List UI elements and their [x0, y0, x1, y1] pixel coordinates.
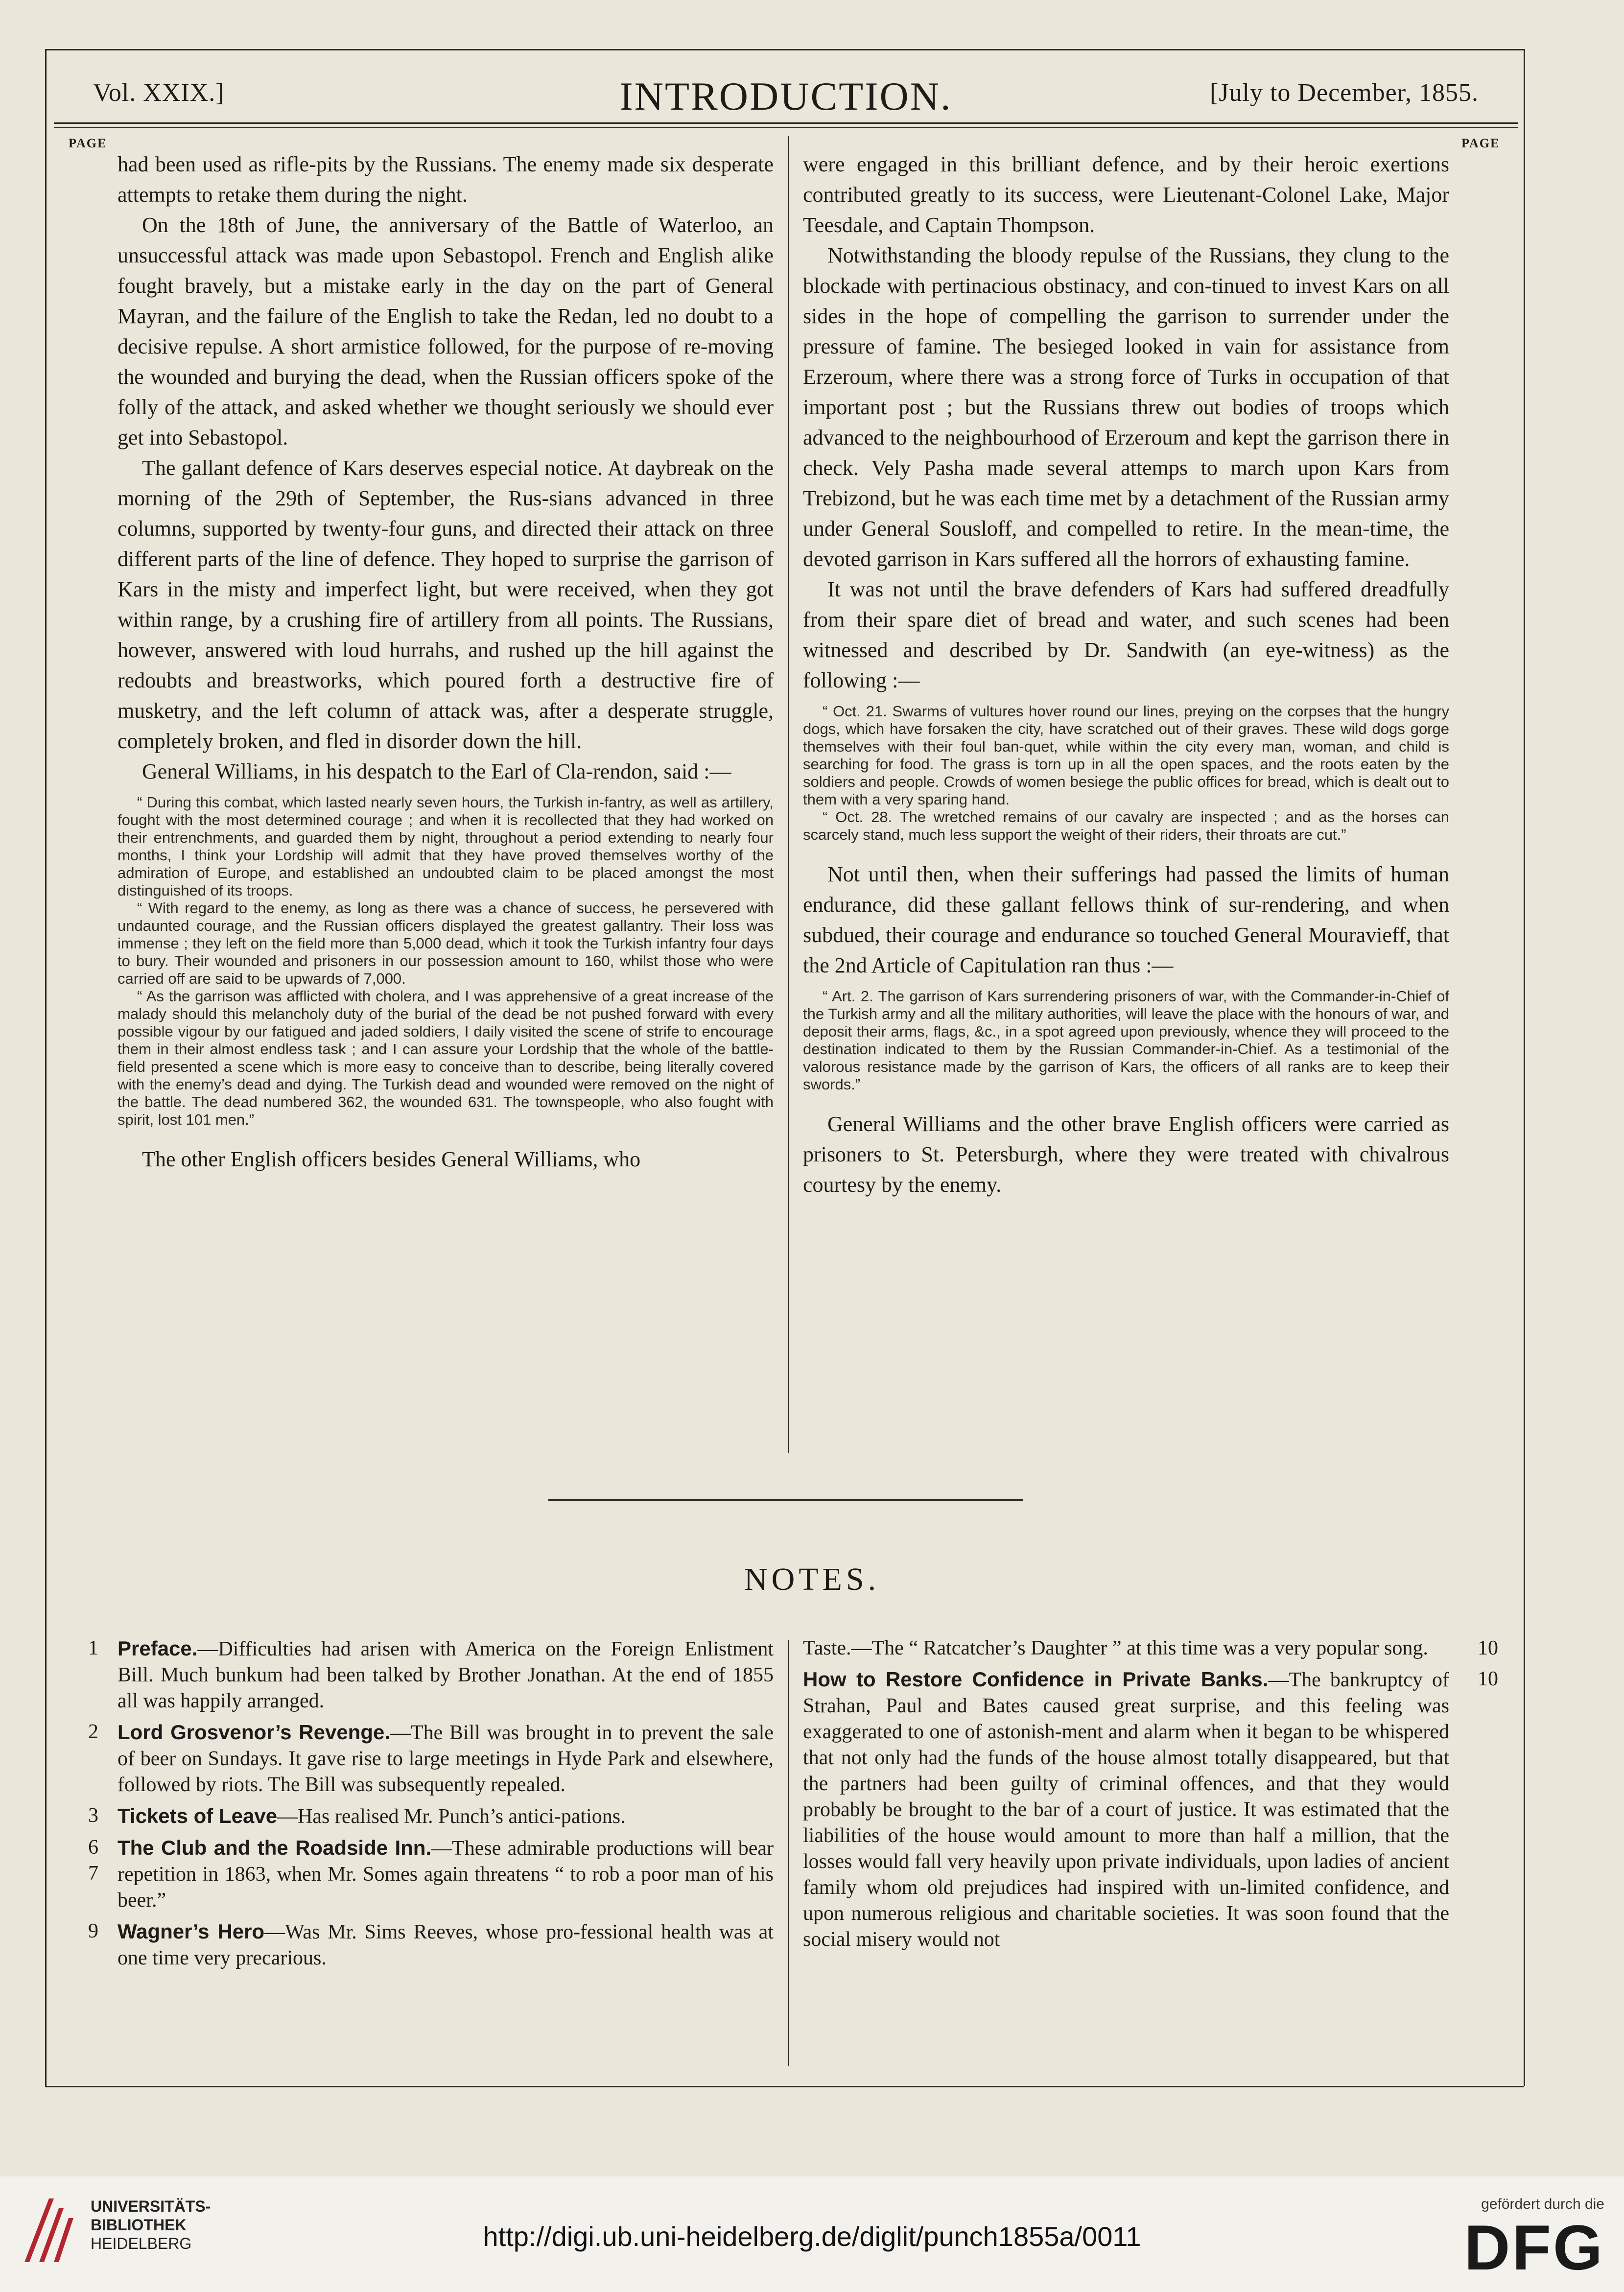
note-text: —These admirable productions will bear repetition in 1863, when Mr. Somes again threatens “ to rob a poor man of his beer.”	[118, 1837, 774, 1912]
page-title: INTRODUCTION.	[619, 74, 952, 118]
note-item	[88, 1918, 774, 1971]
note-text: —Was Mr. Sims Reeves, whose pro-fessional health was at one time very precarious.	[118, 1921, 774, 1969]
column-divider	[788, 136, 789, 1453]
paragraph: Not until then, when their sufferings had passed the limits of human endurance, did these gallant fellows think of sur-rendering, and when subdued, their courage and endurance so touched General Mouravieff, that the 2nd Article of Capitulation ran thus :—	[803, 862, 1449, 977]
digitization-footer	[0, 2176, 1624, 2292]
paragraph: were engaged in this brilliant defence, and by their heroic exertions contributed greatly to its success, were Lieutenant-Colonel Lake, Major Teesdale, and Captain Thompson.	[803, 152, 1449, 237]
quote-paragraph: “ As the garrison was afflicted with cholera, and I was apprehensive of a great increase of the malady should this melancholy duty of the burial of the dead be not pushed forward with every possible vigour by our fatigued and jaded soldiers, I daily visited the scene of strife to encourage them in their almost endless task ; and I can assure your Lordship that the whole of the battle-field presented a scene which is more easy to conceive than to describe, being literally covered with the enemy’s dead and dying. The Turkish dead and wounded were removed on the night of the battle. The dead numbered 362, the wounded 631. The townspeople, who also fought with spirit, lost 101 men.”	[118, 988, 774, 1128]
note-item	[88, 1635, 774, 1714]
left-column	[118, 149, 774, 1175]
note-item	[88, 1719, 774, 1798]
note-heading: Lord Grosvenor’s Revenge.	[118, 1721, 391, 1744]
paragraph: The gallant defence of Kars deserves especial notice. At daybreak on the morning of the 29th of September, the Rus-sians advanced in three columns, supported by twenty-four guns, and directed their attack on three different parts of the line of defence. They hoped to surprise the garrison of Kars in the misty and imperfect light, but were received, when they got within range, by a crushing fire of artillery from all points. The Russians, however, answered with loud hurrahs, and rushed up the hill against the redoubts and breastworks, which poured forth a destructive fire of musketry, and the left column of attack was, after a desperate struggle, completely broken, and fled in disorder down the hill.	[118, 456, 774, 753]
volume-label: Vol. XXIX.]	[93, 79, 225, 107]
paragraph: General Williams and the other brave English officers were carried as prisoners to St. Petersburgh, where they were treated with chivalrous courtesy by the enemy.	[803, 1112, 1449, 1197]
running-header	[93, 73, 1479, 118]
quote-paragraph: “ With regard to the enemy, as long as there was a chance of success, he persevered with undaunted courage, and the Russian officers displayed the greatest gallantry. Their loss was immense ; they left on the field more than 5,000 dead, which it took the Turkish infantry four days to bury. Their wounded and prisoners in our possession amount to 160, whilst those who were carried off are said to be upwards of 7,000.	[118, 899, 774, 987]
quote-paragraph: “ Art. 2. The garrison of Kars surrendering prisoners of war, with the Commander-in-Chief of the Turkish army and all the military authorities, will leave the place with the honours of war, and deposit their arms, flags, &c., in a spot agreed upon previously, whence they will proceed to the destination indicated to them by the Russian Commander-in-Chief. As a testimonial of the valorous resistance made by the garrison of Kars, the officers of all ranks are to keep their swords.”	[803, 988, 1449, 1093]
library-name-line: UNIVERSITÄTS-	[91, 2197, 211, 2215]
notes-right-column	[803, 1635, 1498, 1958]
diary-quote	[803, 703, 1449, 844]
quote-paragraph: “ Oct. 21. Swarms of vultures hover round our lines, preying on the corpses that the hungry dogs, which have forsaken the city, have scratched out of their graves. These wild dogs gorge themselves with their foul ban-quet, while within the city every man, woman, and child is searching for food. The grass is torn up in all the open spaces, and the roots eaten by the soldiers and people. Crowds of women besiege the public offices for bread, which is dealt out to them with a very sparing hand.	[803, 703, 1449, 808]
notes-column-divider	[788, 1640, 789, 2066]
page-mark-right: PAGE	[1461, 136, 1500, 150]
note-page-number: 10	[1478, 1668, 1498, 1690]
note-text: —Difficulties had arisen with America on the Foreign Enlistment Bill. Much bunkum had been talked by Brother Jonathan. At the end of 1855 all was happily arranged.	[118, 1638, 774, 1712]
note-heading: Wagner’s Hero	[118, 1920, 265, 1943]
note-page-number: 6 7	[88, 1836, 98, 1885]
frame-top-rule	[45, 49, 1524, 50]
header-rule-thin	[54, 127, 1518, 128]
note-text: —The Bill was brought in to prevent the sale of beer on Sundays. It gave rise to large meetings in Hyde Park and elsewhere, followed by riots. The Bill was subsequently repealed.	[118, 1722, 774, 1796]
note-item	[803, 1635, 1498, 1661]
note-text: Taste.—The “ Ratcatcher’s Daughter ” at this time was a very popular song.	[803, 1637, 1428, 1659]
right-column	[803, 149, 1449, 1200]
library-name-line: HEIDELBERG	[91, 2235, 192, 2252]
note-item	[88, 1803, 774, 1830]
date-range: [July to December, 1855.	[1209, 79, 1479, 107]
quote-paragraph: “ During this combat, which lasted nearly seven hours, the Turkish in-fantry, as well as artillery, fought with the most determined courage ; and when it is recollected that they had worked on their entrenchments, and guarded them by night, throughout a period extending to nearly four months, I think your Lordship will admit that they have proved themselves worthy of the admiration of Europe, and established an undoubted claim to be placed amongst the most distinguished of its troops.	[118, 794, 774, 899]
note-page-number: 10	[1478, 1637, 1498, 1659]
section-separator	[548, 1499, 1023, 1501]
note-item	[803, 1666, 1498, 1953]
frame-bottom-rule	[45, 2086, 1524, 2087]
note-heading: Tickets of Leave	[118, 1804, 278, 1827]
funding-label: gefördert durch die	[1481, 2196, 1604, 2212]
library-name-line: BIBLIOTHEK	[91, 2216, 187, 2234]
frame-left-rule	[45, 49, 47, 2086]
dfg-logo: DFG	[1464, 2212, 1604, 2283]
paragraph: The other English officers besides General Williams, who	[142, 1147, 641, 1171]
note-item	[88, 1835, 774, 1914]
header-rule	[54, 122, 1518, 124]
note-page-number: 1	[88, 1637, 98, 1659]
paragraph: It was not until the brave defenders of Kars had suffered dreadfully from their spare diet of bread and water, and such scenes had been witnessed and described by Dr. Sandwith (an eye-witness) as the following :—	[803, 577, 1449, 692]
note-text: —Has realised Mr. Punch’s antici-pations.	[277, 1805, 626, 1828]
note-text: —The bankruptcy of Strahan, Paul and Bates caused great surprise, and this feeling was exaggerated to one of astonish-ment and alarm when it began to be whispered that not only had the funds of the house almost totally disappeared, but that the partners had been guilty of criminal offences, and that they would probably be brought to the bar of a court of justice. It was estimated that the liabilities of the house would amount to more than half a million, that the losses would fall very heavily upon private individuals, upon ladies of ancient family whom old prejudices had inspired with un-limited confidence, and upon numerous religious and charitable societies. It was soon found that the social misery would not	[803, 1669, 1449, 1951]
notes-heading: NOTES.	[744, 1561, 880, 1597]
quote-paragraph: “ Oct. 28. The wretched remains of our cavalry are inspected ; and as the horses can scarcely stand, much less support the weight of their riders, their throats are cut.”	[803, 808, 1449, 843]
frame-right-rule	[1524, 49, 1525, 2086]
note-heading: How to Restore Confidence in Private Banks.	[803, 1668, 1269, 1691]
despatch-quote	[118, 794, 774, 1129]
article-quote	[803, 988, 1449, 1093]
paragraph: General Williams, in his despatch to the Earl of Cla-rendon, said :—	[142, 759, 731, 783]
note-page-number: 3	[88, 1804, 98, 1827]
page-mark-left: PAGE	[69, 136, 107, 150]
paragraph: had been used as rifle-pits by the Russians. The enemy made six desperate attempts to retake them during the night.	[118, 152, 774, 207]
note-heading: The Club and the Roadside Inn.	[118, 1836, 432, 1859]
source-url-link[interactable]: http://digi.ub.uni-heidelberg.de/diglit/punch1855a/0011	[483, 2221, 1141, 2252]
note-heading: Preface.	[118, 1637, 198, 1660]
note-page-number: 2	[88, 1721, 98, 1743]
paragraph: On the 18th of June, the anniversary of the Battle of Waterloo, an unsuccessful attack was made upon Sebastopol. French and English alike fought bravely, but a mistake early in the day on the part of General Mayran, and the failure of the English to take the Redan, led no doubt to a decisive repulse. A short armistice followed, for the purpose of re-moving the wounded and burying the dead, when the Russian officers spoke of the folly of the attack, and asked whether we thought seriously we should ever get into Sebastopol.	[118, 213, 774, 449]
paragraph: Notwithstanding the bloody repulse of the Russians, they clung to the blockade with pertinacious obstinacy, and con-tinued to invest Kars on all sides in the hope of compelling the garrison to surrender under the pressure of famine. The besieged looked in vain for assistance from Erzeroum, where there was a strong force of Turks in occupation of that important post ; but the Russians threw out bodies of troops which advanced to the neighbourhood of Erzeroum and kept the garrison there in check. Vely Pasha made several attemps to march upon Kars from Trebizond, but he was each time met by a detachment of the Russian army under General Sousloff, and compelled to retire. In the mean-time, the devoted garrison in Kars suffered all the horrors of exhausting famine.	[803, 243, 1449, 571]
notes-left-column	[88, 1635, 774, 1976]
note-page-number: 9	[88, 1920, 98, 1942]
